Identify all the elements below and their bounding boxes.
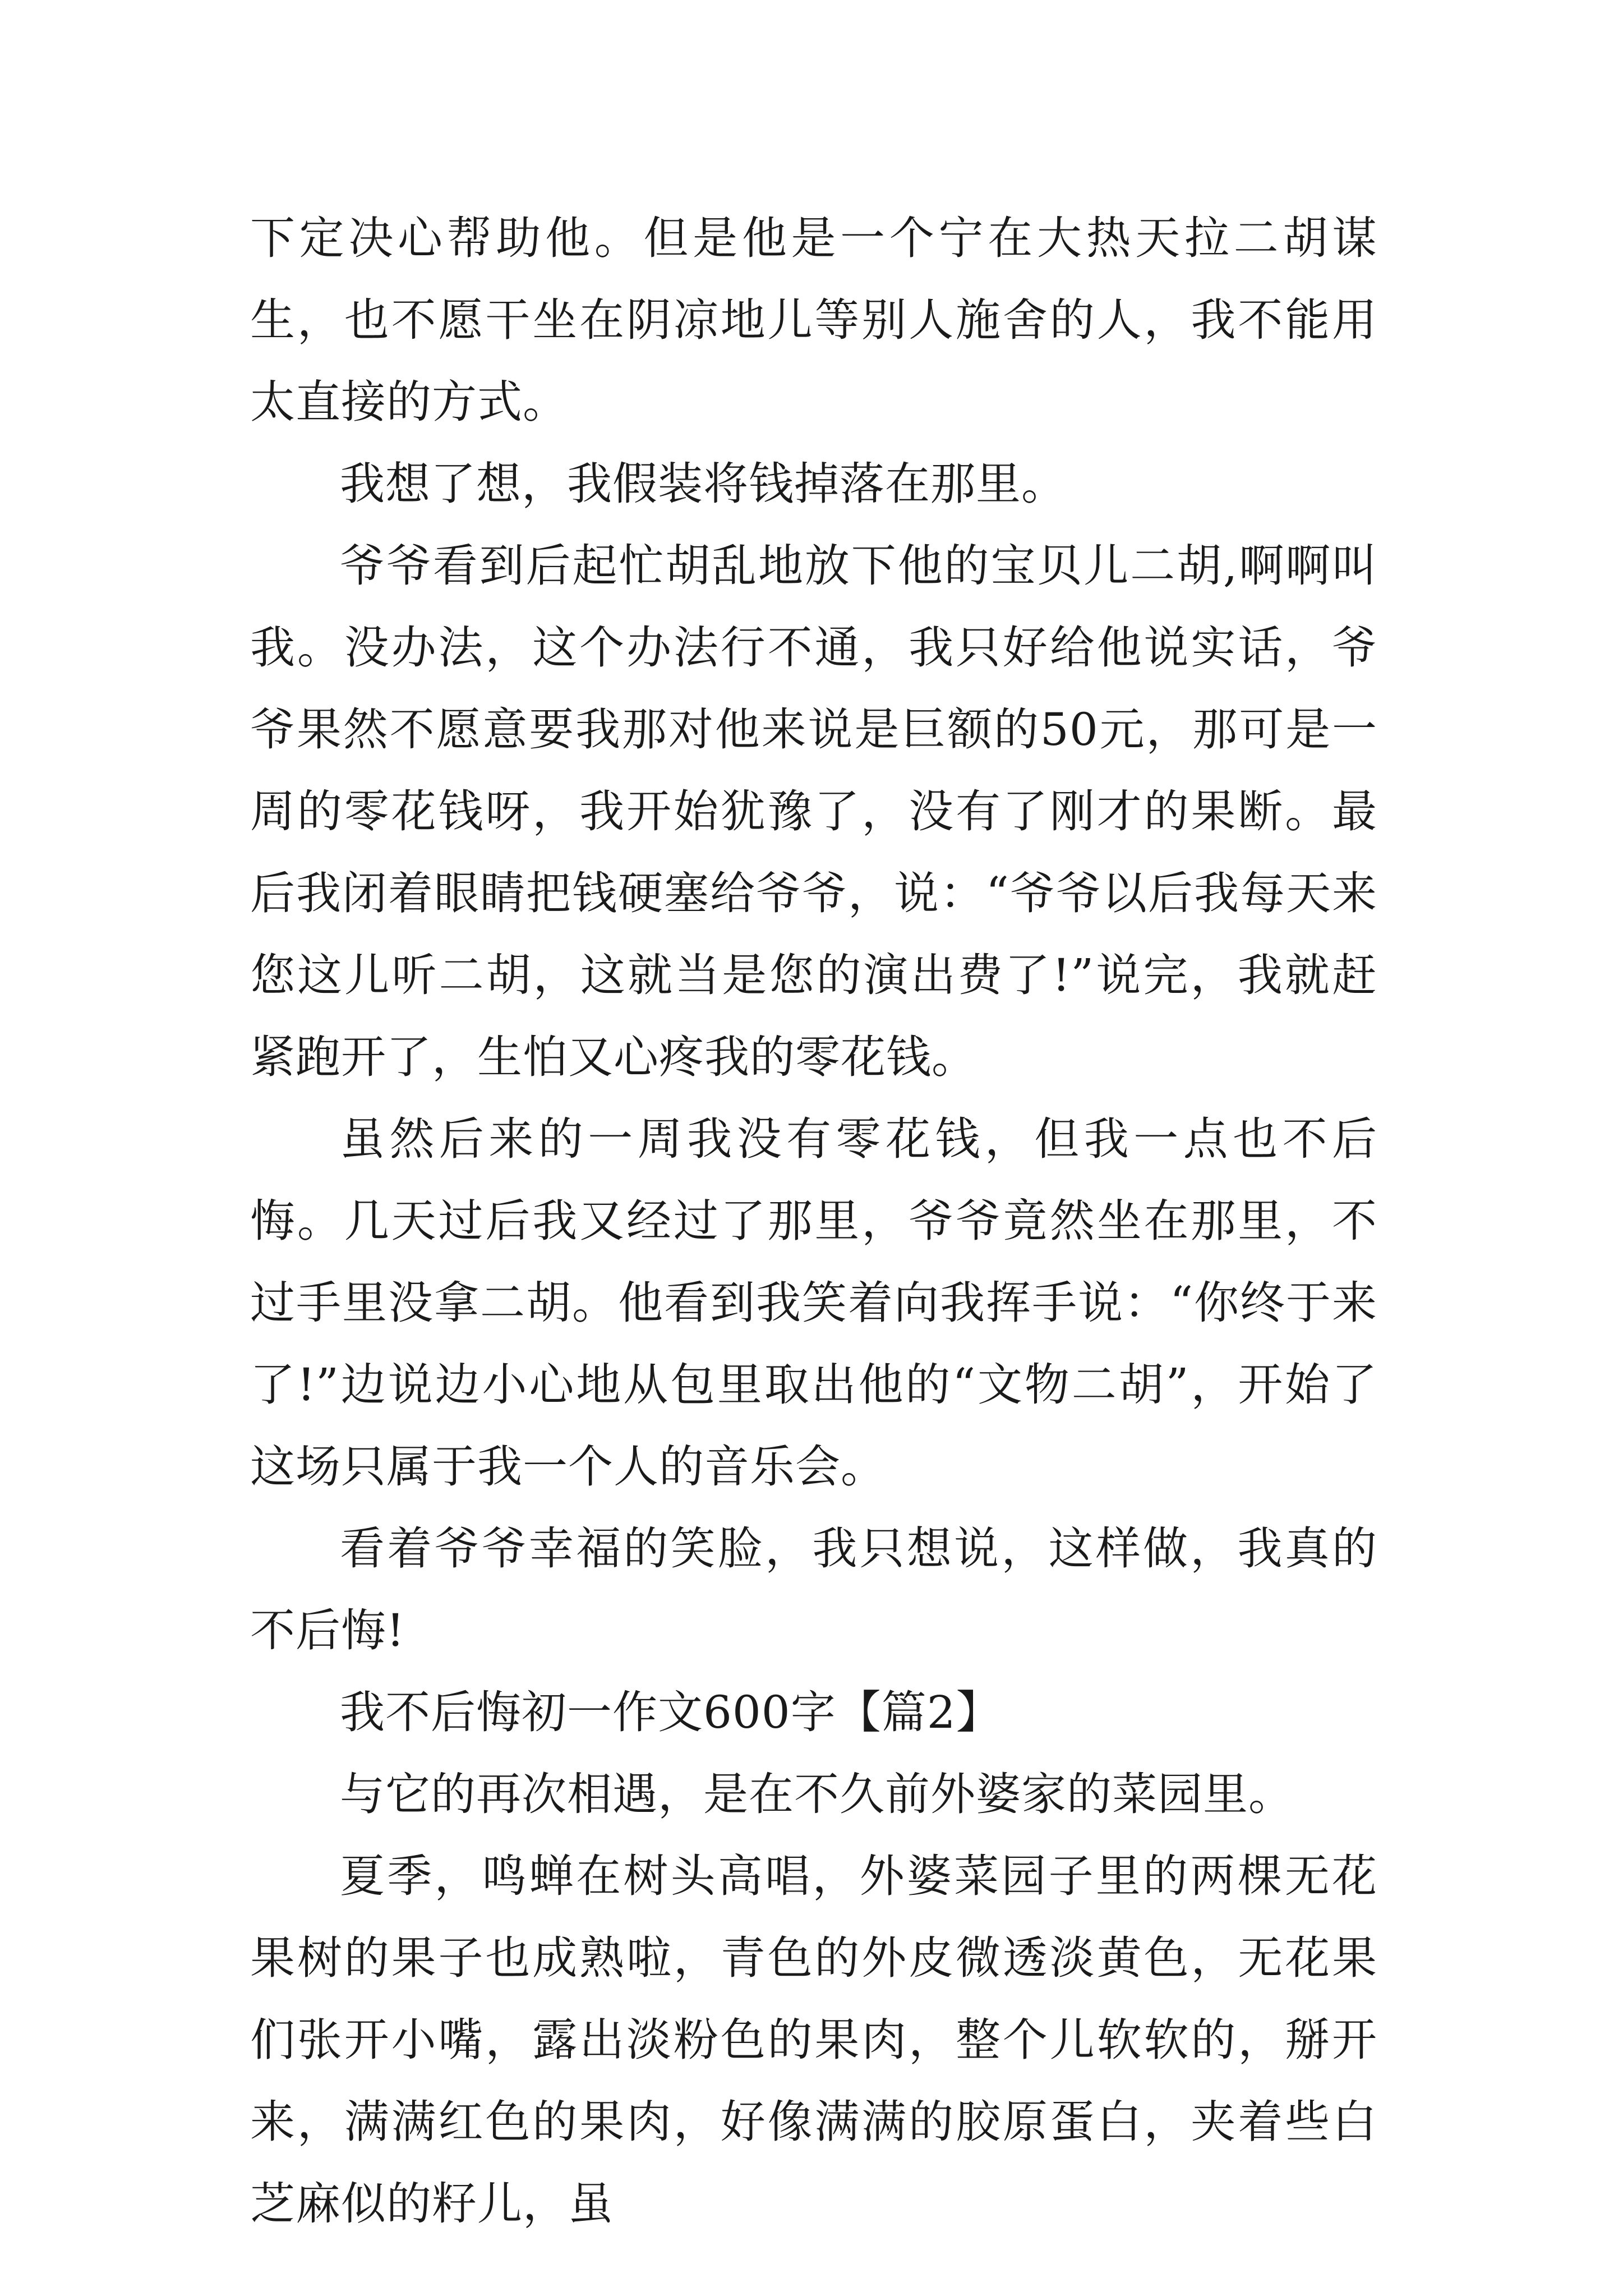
paragraph-5: 看着爷爷幸福的笑脸，我只想说，这样做，我真的不后悔! [250,1522,1377,1657]
document-body [250,197,1377,2245]
paragraph-3: 爷爷看到后起忙胡乱地放下他的宝贝儿二胡,啊啊叫我。没办法，这个办法行不通，我只好给他说实话，爷爷果然不愿意要我那对他来说是巨额的50元，那可是一周的零花钱呀，我开始犹豫了，没有了刚才的果断。最后我闭着眼睛把钱硬塞给爷爷，说：“爷爷以后我每天来您这儿听二胡，这就当是您的演出费了!”说完，我就赶紧跑开了，生怕又心疼我的零花钱。 [250,540,1377,1083]
paragraph-6: 与它的再次相遇，是在不久前外婆家的菜园里。 [340,1768,1294,1820]
paragraph-4: 虽然后来的一周我没有零花钱，但我一点也不后悔。几天过后我又经过了那里，爷爷竟然坐在那里，不过手里没拿二胡。他看到我笑着向我挥手说：“你终于来了!”边说边小心地从包里取出他的“文物二胡”，开始了这场只属于我一个人的音乐会。 [250,1113,1377,1493]
paragraph-2: 我想了想，我假装将钱掉落在那里。 [340,458,1067,510]
section-heading: 我不后悔初一作文600字【篇2】 [340,1686,1002,1738]
paragraph-7: 夏季，鸣蝉在树头高唱，外婆菜园子里的两棵无花果树的果子也成熟啦，青色的外皮微透淡黄色，无花果们张开小嘴，露出淡粉色的果肉，整个儿软软的，掰开来，满满红色的果肉，好像满满的胶原蛋白，夹着些白芝麻似的籽儿，虽 [250,1850,1377,2230]
paragraph-1: 下定决心帮助他。但是他是一个宁在大热天拉二胡谋生，也不愿干坐在阴凉地儿等别人施舍的人，我不能用太直接的方式。 [250,212,1377,428]
